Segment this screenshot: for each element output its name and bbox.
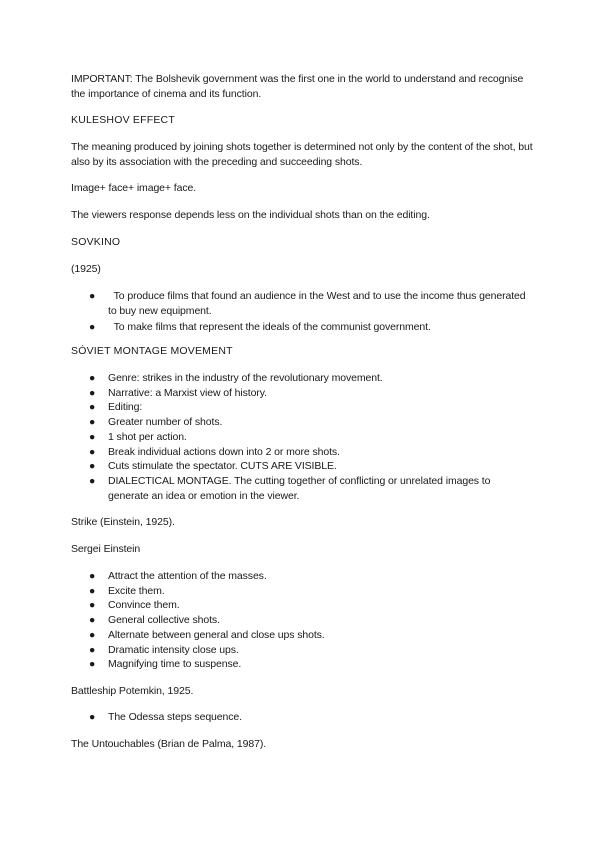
- intro-paragraph: IMPORTANT: The Bolshevik government was the first one in the world to understand and recognise the importance of cinema and its function.: [71, 73, 524, 100]
- bullet-icon: ●: [89, 584, 96, 597]
- bullet-icon: ●: [89, 599, 96, 612]
- list-item: [71, 657, 533, 672]
- bullet-icon: ●: [89, 614, 96, 627]
- kuleshov-response: The viewers response depends less on the individual shots than on the editing.: [71, 209, 430, 221]
- bullet-icon: ●: [89, 460, 96, 473]
- bullet-icon: ●: [89, 628, 96, 641]
- bullet-icon: ●: [89, 711, 96, 723]
- montage-heading: SÓVIET MONTAGE MOVEMENT: [71, 345, 233, 357]
- list-item-text: Attract the attention of the masses.: [108, 570, 267, 582]
- list-item-text: Convince them.: [108, 599, 180, 612]
- list-item-text: Cuts stimulate the spectator. CUTS ARE VISIBLE.: [108, 460, 337, 473]
- list-item: [71, 400, 533, 415]
- list-item: [71, 320, 533, 335]
- list-item-text: To make films that represent the ideals of the communist government.: [113, 321, 431, 334]
- bullet-icon: ●: [89, 570, 96, 582]
- bullet-icon: ●: [89, 643, 96, 656]
- list-item-text: The Odessa steps sequence.: [108, 711, 242, 723]
- list-item: [71, 445, 533, 460]
- bullet-icon: ●: [89, 474, 96, 487]
- list-item-text: Narrative: a Marxist view of history.: [108, 386, 267, 399]
- sovkino-goals-list: [71, 289, 533, 335]
- einstein-list: [71, 569, 533, 672]
- list-item-text: Excite them.: [108, 584, 165, 597]
- list-item-text: Greater number of shots.: [108, 416, 223, 429]
- list-item-text: DIALECTICAL MONTAGE. The cutting together of conflicting or unrelated images to generate an idea or emotion in the viewer.: [108, 474, 491, 502]
- list-item-text: Editing:: [108, 401, 143, 414]
- list-item-text: Dramatic intensity close ups.: [108, 643, 239, 656]
- bullet-icon: ●: [89, 445, 96, 458]
- list-item-text: General collective shots.: [108, 614, 220, 627]
- list-item: [71, 643, 533, 658]
- bullet-icon: ●: [89, 658, 96, 671]
- kuleshov-definition: The meaning produced by joining shots together is determined not only by the content of the shot, but also by its association with the preceding and succeeding shots.: [71, 141, 533, 168]
- potemkin-list: [71, 710, 533, 725]
- montage-list: [71, 371, 533, 503]
- kuleshov-formula: Image+ face+ image+ face.: [71, 182, 197, 194]
- list-item-text: Alternate between general and close ups shots.: [108, 628, 325, 641]
- bullet-icon: ●: [89, 290, 96, 302]
- bullet-icon: ●: [89, 416, 96, 429]
- untouchables-line: The Untouchables (Brian de Palma, 1987).: [71, 738, 267, 750]
- bullet-icon: ●: [89, 401, 96, 414]
- strike-line: Strike (Einstein, 1925).: [71, 516, 175, 528]
- list-item-text: To produce films that found an audience in the West and to use the income thus generated to buy new equipment.: [108, 290, 526, 317]
- bullet-icon: ●: [89, 430, 96, 443]
- list-item: [71, 584, 533, 599]
- list-item-text: Break individual actions down into 2 or more shots.: [108, 445, 340, 458]
- list-item: [71, 386, 533, 401]
- list-item-text: Genre: strikes in the industry of the revolutionary movement.: [108, 372, 383, 384]
- bullet-icon: ●: [89, 321, 96, 334]
- list-item: [71, 289, 533, 318]
- list-item: [71, 415, 533, 430]
- list-item: [71, 710, 533, 725]
- list-item: [71, 474, 533, 503]
- kuleshov-heading: KULESHOV EFFECT: [71, 114, 175, 126]
- list-item: [71, 569, 533, 584]
- einstein-heading: Sergei Einstein: [71, 543, 141, 555]
- list-item: [71, 628, 533, 643]
- sovkino-heading: SOVKINO: [71, 236, 121, 248]
- bullet-icon: ●: [89, 386, 96, 399]
- list-item: [71, 598, 533, 613]
- sovkino-year: (1925): [71, 263, 101, 275]
- list-item: [71, 371, 533, 386]
- list-item: [71, 459, 533, 474]
- list-item-text: Magnifying time to suspense.: [108, 658, 242, 671]
- bullet-icon: ●: [89, 372, 96, 384]
- list-item: [71, 430, 533, 445]
- list-item-text: 1 shot per action.: [108, 430, 187, 443]
- list-item: [71, 613, 533, 628]
- potemkin-heading: Battleship Potemkin, 1925.: [71, 685, 194, 697]
